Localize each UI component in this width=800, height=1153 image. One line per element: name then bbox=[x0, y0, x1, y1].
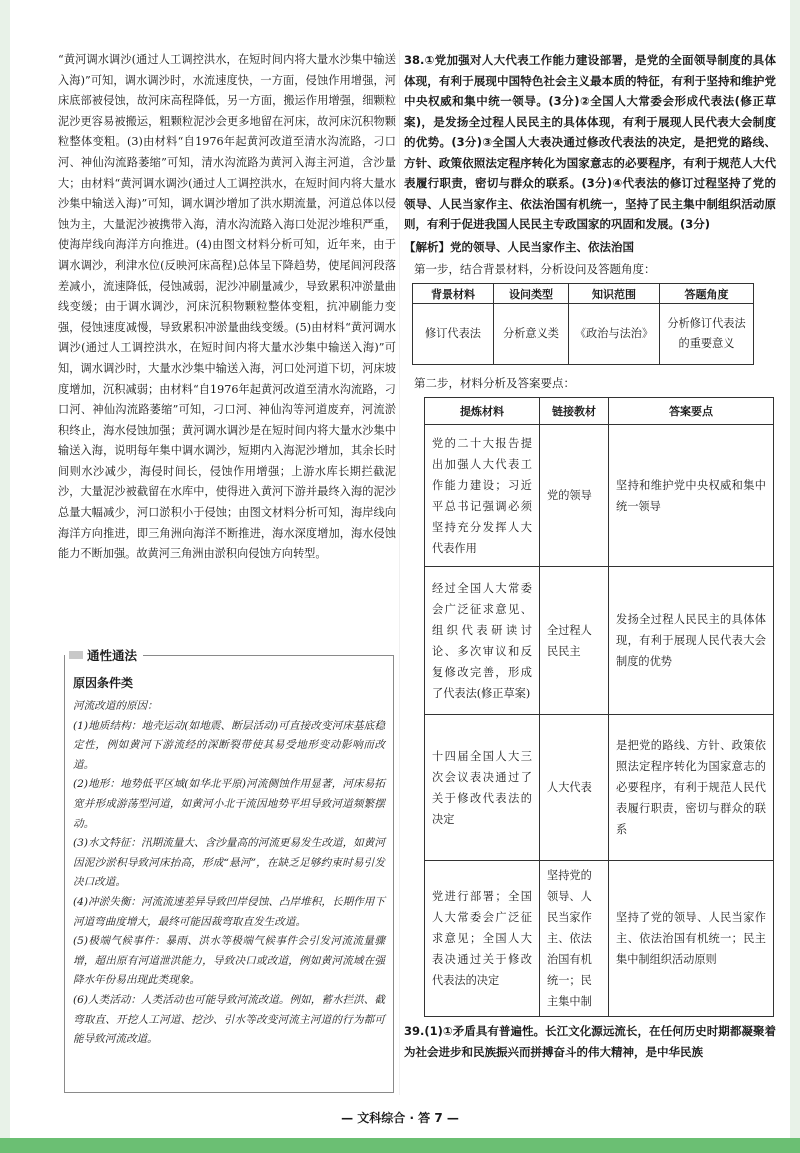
q39-text: (1)①矛盾具有普遍性。长江文化源远流长，在任何历史时期都凝聚着为社会进步和民族振兴而拼搏奋斗的伟大精神，是中华民族 bbox=[404, 1024, 776, 1059]
table-row bbox=[425, 715, 774, 861]
analysis-text: 党的领导、人民当家作主、依法治国 bbox=[450, 239, 634, 254]
table-header: 背景材料 bbox=[413, 284, 494, 304]
table-header: 提炼材料 bbox=[425, 398, 540, 425]
tip-title: 通性通法 bbox=[65, 646, 143, 664]
table-cell: 经过全国人大常委会广泛征求意见、组织代表研读讨论、多次审议和反复修改完善，形成了代表法(修正草案) bbox=[425, 567, 540, 715]
analysis-label: 【解析】 bbox=[404, 239, 450, 254]
step-one: 第一步，结合背景材料，分析设问及答题角度： bbox=[414, 262, 656, 276]
table-cell: 人大代表 bbox=[540, 715, 609, 861]
table-row bbox=[425, 861, 774, 1017]
tip-item: (1)地质结构：地壳运动(如地震、断层活动)可直接改变河床基底稳定性，例如黄河下游流经的深断裂带使其易受地形变动影响而改道。 bbox=[73, 719, 385, 771]
analysis-table bbox=[424, 397, 774, 1017]
table-header: 链接教材 bbox=[540, 398, 609, 425]
background-table bbox=[412, 283, 754, 365]
step-two: 第二步，材料分析及答案要点： bbox=[414, 376, 575, 390]
right-column bbox=[404, 50, 776, 1062]
table-cell: 党的领导 bbox=[540, 425, 609, 567]
table-cell: 修订代表法 bbox=[413, 304, 494, 365]
q38-answer bbox=[404, 50, 776, 235]
q39-answer bbox=[404, 1021, 776, 1062]
tip-intro: 河流改道的原因： bbox=[73, 700, 158, 712]
tip-item: (6)人类活动：人类活动也可能导致河流改道。例如，蓄水拦洪、截弯取直、开挖人工河道、挖沙、引水等改变河流主河道的行为都可能导致河流改道。 bbox=[73, 993, 385, 1046]
tip-item: (5)极端气候事件：暴雨、洪水等极端气候事件会引发河流流量骤增，超出原有河道泄洪能力，导致决口或改道，例如黄河流域在强降水年份易出现此类现象。 bbox=[73, 935, 385, 987]
column-divider bbox=[399, 50, 400, 1095]
table-header: 知识范围 bbox=[569, 284, 660, 304]
table-cell: 发扬全过程人民民主的具体体现，有利于展现人民代表大会制度的优势 bbox=[609, 567, 774, 715]
table-header: 答案要点 bbox=[609, 398, 774, 425]
table-cell: 坚持和维护党中央权威和集中统一领导 bbox=[609, 425, 774, 567]
tip-subtitle: 原因条件类 bbox=[73, 676, 134, 690]
table-cell: 坚持了党的领导、人民当家作主、依法治国有机统一；民主集中制组织活动原则 bbox=[609, 861, 774, 1017]
tip-item: (2)地形：地势低平区域(如华北平原)河流侧蚀作用显著，河床易拓宽并形成游荡型河道，如黄河小北干流因地势平坦导致河道频繁摆动。 bbox=[73, 778, 385, 830]
q38-answer-text: ①党加强对人大代表工作能力建设部署，是党的全面领导制度的具体体现，有利于展现中国特色社会主义最本质的特征，有利于坚持和维护党中央权威和集中统一领导。(3分)②全国人大常委会形成代表法(修正草案)，是发扬全过程人民民主的具体体现，有利于展现人民代表大会制度的优势。(3分)③全国人大表决通过修改代表法的决定，是把党的路线、方针、政策依照法定程序转化为国家意志的必要程序，有利于规范人大代表履行职责，密切与群众的联系。(3分)④代表法的修订过程坚持了党的领导、人民当家作主、依法治国有机统一，坚持了民主集中制组织活动原则，有利于促进我国人民民主专政国家的巩固和发展。(3分) bbox=[404, 53, 776, 231]
table-cell: 十四届全国人大三次会议表决通过了关于修改代表法的决定 bbox=[425, 715, 540, 861]
table-cell: 坚持党的领导、人民当家作主、依法治国有机统一；民主集中制 bbox=[540, 861, 609, 1017]
table-cell: 分析修订代表法的重要意义 bbox=[660, 304, 754, 365]
table-cell: 党进行部署；全国人大常委会广泛征求意见；全国人大表决通过关于修改代表法的决定 bbox=[425, 861, 540, 1017]
table-header: 设问类型 bbox=[494, 284, 569, 304]
left-paragraph: “黄河调水调沙(通过人工调控洪水，在短时间内将大量水沙集中输送入海)”可知，调水调沙时，水流速度快，一方面，侵蚀作用增强，河床底部被侵蚀，故河床高程降低，另一方面，搬运作用增强，细颗粒泥沙更容易被搬运，粗颗粒泥沙会更多地留在河床，故河床沉积物颗粒整体变粗。(3)由材料“自1976年起黄河改道至清水沟流路，刁口河、神仙沟流路萎缩”可知，清水沟流路为黄河入海主河道，含沙量大；由材料“黄河调水调沙(通过人工调控洪水，在短时间内将大量水沙集中输送入海)”可知，调水调沙增加了洪水期流量，河道总体以侵蚀为主，大量泥沙被携带入海，清水沟流路入海口处泥沙堆积严重，使海岸线向海洋方向推进。(4)由图文材料分析可知，近年来，由于调水调沙，利津水位(反映河床高程)总体呈下降趋势，使尾闾河段落差减小，流速降低，侵蚀减弱，泥沙冲刷量减少，导致累积冲淤量曲线变缓；由于调水调沙，河床沉积物颗粒整体变粗，抗冲刷能力变强，侵蚀速度减慢，导致累积冲淤量曲线变缓。(5)由材料“黄河调水调沙(通过人工调控洪水，在短时间内将大量水沙集中输送入海)”可知，调水调沙时，大量水沙集中输送入海，河口处河道下切，河床坡度增加，沉积减弱；由材料“自1976年起黄河改道至清水沟流路，刁口河、神仙沟流路萎缩”可知，刁口河、神仙沟等河道废弃，河流淤积终止，海水侵蚀加强；黄河调水调沙是在短时间内将大量水沙集中输送入海，说明每年集中调水调沙，短期内入海泥沙增加，其余长时间则水沙减少，海侵时间长，侵蚀作用增强；上游水库长期拦截泥沙，大量泥沙被截留在水库中，使得进入黄河下游并最终入海的泥沙总量大幅减少，河口淤积小于侵蚀；由图文材料分析可知，海岸线向海洋方向推进，即三角洲向海洋不断推进，海水深度增加，海水侵蚀能力不断加强。故黄河三角洲由淤积向侵蚀方向转型。 bbox=[58, 53, 396, 561]
tip-item: (4)冲淤失衡：河流流速差异导致凹岸侵蚀、凸岸堆积，长期作用下河道弯曲度增大，最终可能因裁弯取直发生改道。 bbox=[73, 895, 385, 928]
bottom-band bbox=[0, 1138, 800, 1153]
table-row bbox=[425, 425, 774, 567]
table-cell: 党的二十大报告提出加强人大代表工作能力建设；习近平总书记强调必须坚持充分发挥人大代表作用 bbox=[425, 425, 540, 567]
table-header: 答题角度 bbox=[660, 284, 754, 304]
page-footer: — 文科综合 · 答 7 — bbox=[341, 1111, 459, 1125]
table-cell: 全过程人民民主 bbox=[540, 567, 609, 715]
tip-box bbox=[64, 648, 394, 1093]
table-cell: 是把党的路线、方针、政策依照法定程序转化为国家意志的必要程序，有利于规范人民代表履行职责，密切与群众的联系 bbox=[609, 715, 774, 861]
q39-number: 39. bbox=[404, 1024, 425, 1038]
tip-item: (3)水文特征：汛期流量大、含沙量高的河流更易发生改道，如黄河因泥沙淤积导致河床抬高，形成“悬河”，在缺乏足够约束时易引发决口改道。 bbox=[73, 837, 385, 889]
q38-analysis bbox=[404, 237, 776, 258]
table-row bbox=[425, 567, 774, 715]
table-cell: 《政治与法治》 bbox=[569, 304, 660, 365]
left-column bbox=[58, 50, 396, 565]
q38-number: 38. bbox=[404, 53, 425, 67]
table-cell: 分析意义类 bbox=[494, 304, 569, 365]
